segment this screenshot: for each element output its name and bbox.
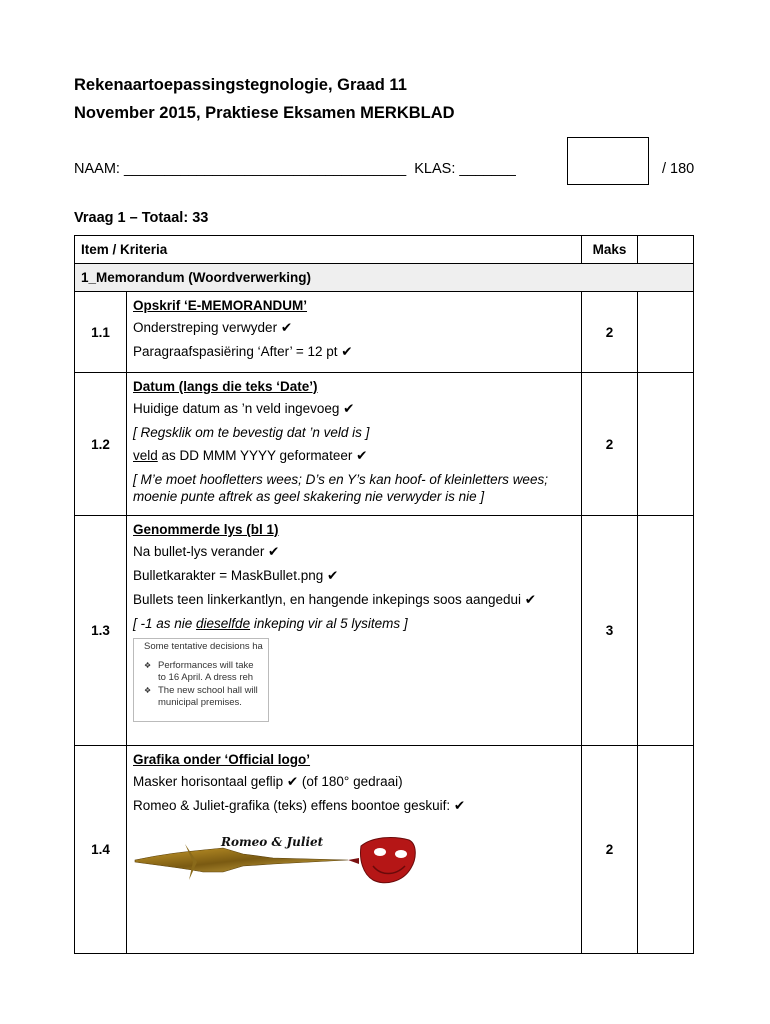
- mask-bullet-icon: ❖: [144, 685, 152, 695]
- note-text: inkeping vir al 5 lysitems ]: [250, 616, 408, 631]
- criteria-cell: [127, 746, 582, 954]
- snippet-text: The new school hall will: [158, 684, 258, 696]
- criteria-heading: Genommerde lys (bl 1): [133, 522, 279, 537]
- score-box: [567, 137, 649, 185]
- document-subtitle: November 2015, Praktiese Eksamen MERKBLAD: [74, 104, 455, 122]
- criteria-cell: [127, 516, 582, 746]
- max-marks: 3: [582, 516, 638, 746]
- snippet-line: to 16 April. A dress reh: [158, 672, 254, 683]
- marking-table: [74, 235, 694, 954]
- snippet-text: Performances will take: [158, 659, 254, 671]
- criterion: Onderstreping verwyder ✔: [133, 320, 293, 335]
- max-marks: 2: [582, 292, 638, 373]
- snippet-line: Some tentative decisions ha: [144, 641, 263, 652]
- criteria-heading: Datum (langs die teks ‘Date’): [133, 379, 318, 394]
- criterion: Bulletkarakter = MaskBullet.png ✔: [133, 568, 339, 583]
- score-cell: [638, 746, 694, 954]
- note-text: [ -1 as nie: [133, 616, 197, 631]
- criterion: Bullets teen linkerkantlyn, en hangende inkepings soos aangedui ✔: [133, 592, 537, 607]
- max-marks: 2: [582, 373, 638, 516]
- item-number: 1.3: [75, 516, 127, 746]
- table-row: [75, 516, 694, 746]
- snippet-line: [144, 660, 268, 673]
- document-title: Rekenaartoepassingstegnologie, Graad 11: [74, 76, 407, 94]
- col-score-header: [638, 236, 694, 264]
- criteria-cell: [127, 373, 582, 516]
- criterion: [133, 447, 575, 464]
- criterion-text: as DD MMM YYYY geformateer ✔: [157, 448, 368, 463]
- item-number: 1.4: [75, 746, 127, 954]
- table-row: [75, 746, 694, 954]
- col-item-header: Item / Kriteria: [75, 236, 582, 264]
- criterion: Masker horisontaal geflip ✔ (of 180° gedraai): [133, 774, 403, 789]
- criteria-cell: [127, 292, 582, 373]
- score-cell: [638, 516, 694, 746]
- criterion-note: [133, 615, 575, 632]
- criterion-note: [ M’e moet hoofletters wees; D’s en Y’s kan hoof- of kleinletters wees; moenie punte aftrek as geel skakering nie verwyder is nie ]: [133, 472, 548, 504]
- table-header-row: [75, 236, 694, 264]
- criterion: Romeo & Juliet-grafika (teks) effens boontoe geskuif: ✔: [133, 798, 466, 813]
- mask-bullet-icon: ❖: [144, 660, 152, 670]
- criteria-heading: Opskrif ‘E-MEMORANDUM’: [133, 298, 308, 313]
- snippet-line: municipal premises.: [158, 697, 242, 708]
- snippet-line: [144, 685, 268, 698]
- criteria-heading: Grafika onder ‘Official logo’: [133, 752, 311, 767]
- criterion: Na bullet-lys verander ✔: [133, 544, 280, 559]
- romeo-juliet-logo: [133, 832, 423, 894]
- criterion-note: [ Regsklik om te bevestig dat ’n veld is ]: [133, 425, 370, 440]
- question-title: Vraag 1 – Totaal: 33: [74, 210, 209, 226]
- underlined-word: dieselfde: [196, 616, 251, 631]
- criterion: Huidige datum as ’n veld ingevoeg ✔: [133, 401, 355, 416]
- item-number: 1.2: [75, 373, 127, 516]
- score-cell: [638, 373, 694, 516]
- item-number: 1.1: [75, 292, 127, 373]
- table-row: [75, 373, 694, 516]
- section-row: [75, 264, 694, 292]
- max-marks: 2: [582, 746, 638, 954]
- col-maks-header: Maks: [582, 236, 638, 264]
- criterion: Paragraafspasiëring ‘After’ = 12 pt ✔: [133, 344, 353, 359]
- total-marks: / 180: [662, 161, 695, 177]
- table-row: [75, 292, 694, 373]
- name-class-line: NAAM: ___________________________________ KLAS: _______: [74, 161, 516, 177]
- score-cell: [638, 292, 694, 373]
- underlined-word: veld: [133, 448, 158, 463]
- list-screenshot: [133, 638, 269, 722]
- logo-text: Romeo & Juliet: [221, 835, 324, 849]
- section-title: 1_Memorandum (Woordverwerking): [75, 264, 694, 292]
